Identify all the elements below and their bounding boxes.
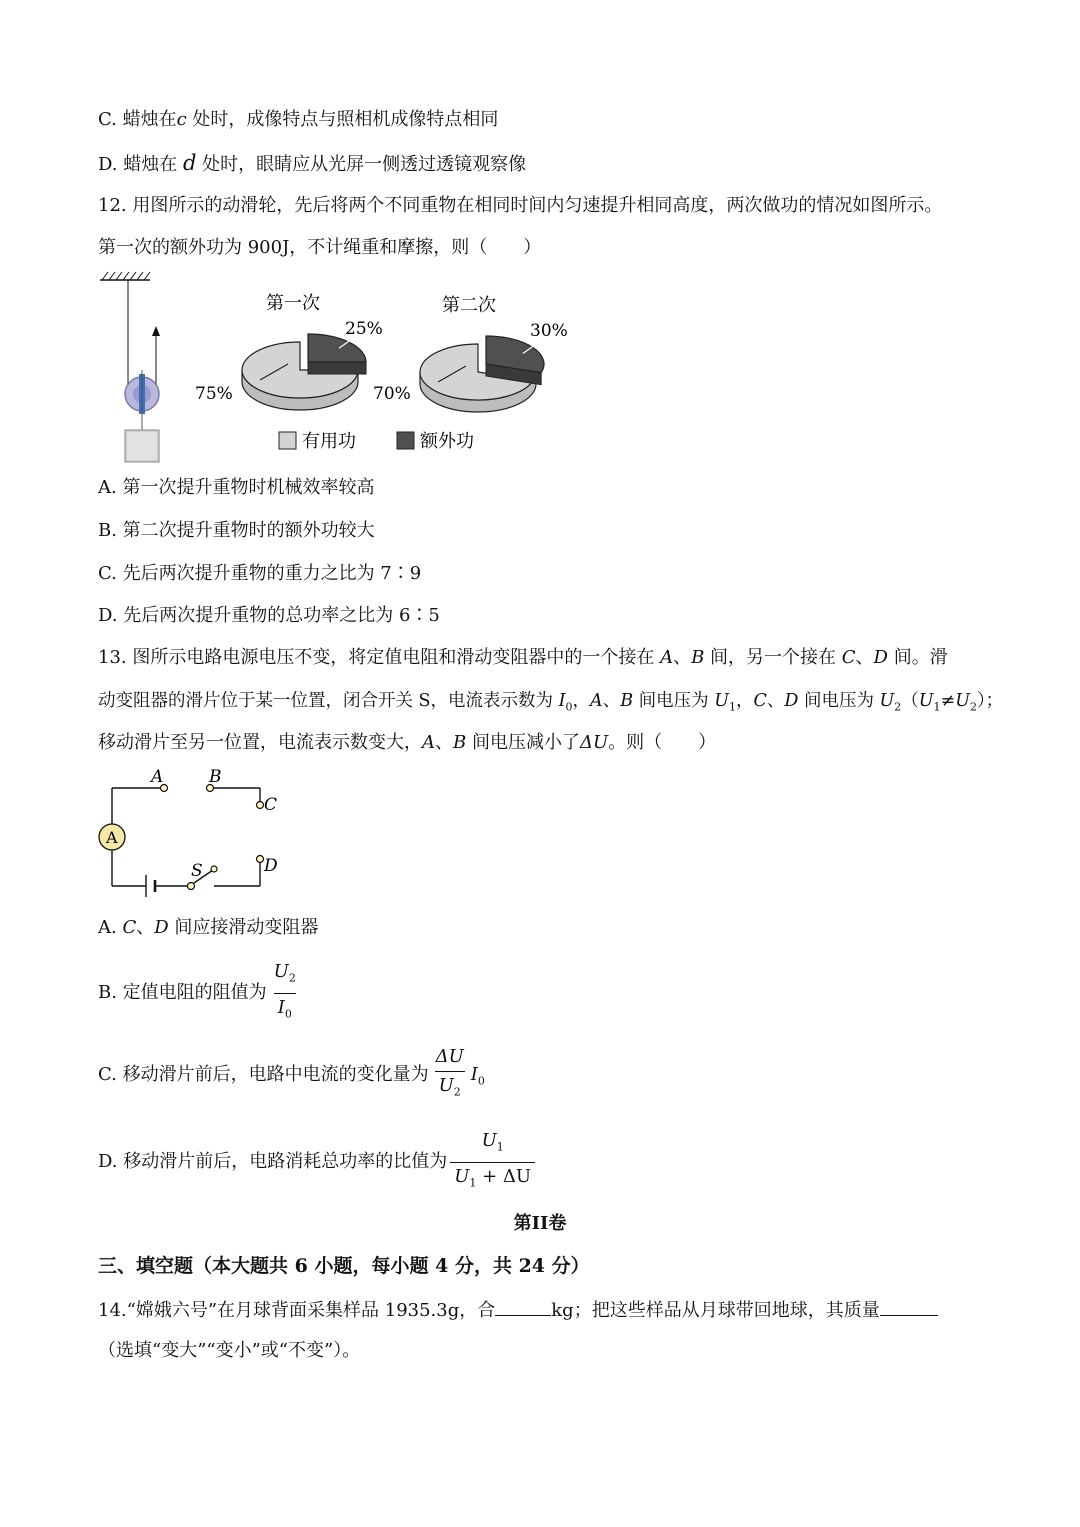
pie1-label-extra: 25% — [345, 319, 383, 339]
q14-line1: 14.“嫦娥六号”在月球背面采集样品 1935.3g，合 kg；把这些样品从月球带回地球，其质量 — [98, 1297, 938, 1323]
terminal-d — [257, 856, 264, 863]
fraction-power-ratio: $\frac{U_1}{U_1 + \Delta U}$ — [450, 1129, 535, 1195]
pie2-label-extra: 30% — [530, 321, 568, 341]
terminal-c — [257, 802, 264, 809]
ammeter-label: A — [106, 828, 118, 847]
pie2-label-useful: 70% — [373, 384, 411, 404]
label-a: A — [151, 767, 164, 787]
q11-option-c: C. 蜡烛在c 处时，成像特点与照相机成像特点相同 — [98, 109, 499, 130]
fraction-u2-over-i0: $\frac{U_2}{I_0}$ — [270, 960, 300, 1026]
q13-stem-line1: 13. 图所示电路电源电压不变，将定值电阻和滑动变阻器中的一个接在 A、B 间，另一个接在 C、D 间。滑 — [98, 647, 948, 668]
q12-stem-line2: 第一次的额外功为 900J，不计绳重和摩擦，则（ ） — [98, 237, 542, 258]
section-heading: 三、填空题（本大题共 6 小题，每小题 4 分，共 24 分） — [98, 1255, 590, 1277]
q14-blank-2[interactable] — [880, 1297, 938, 1316]
q13-option-d: D. 移动滑片前后，电路消耗总功率的比值为 $\frac{U_1}{U_1 + \Delta U}$ — [98, 1129, 538, 1195]
legend-extra-swatch — [397, 432, 414, 449]
q12-option-c: C. 先后两次提升重物的重力之比为 7∶9 — [98, 563, 422, 584]
q13-option-b: B. 定值电阻的阻值为 $\frac{U_2}{I_0}$ — [98, 960, 303, 1026]
fraction-du-over-u2: $\frac{\Delta U}{U_2}$ — [432, 1045, 468, 1105]
pie1-slice-extra-side — [308, 362, 366, 374]
q14-blank-1[interactable] — [495, 1297, 551, 1316]
pie2-title: 第二次 — [442, 295, 496, 316]
q13-option-a: A. C、D 间应接滑动变阻器 — [98, 917, 319, 938]
legend-useful-label: 有用功 — [302, 431, 356, 452]
pulley-figure — [98, 270, 178, 468]
q12-option-d: D. 先后两次提升重物的总功率之比为 6∶5 — [98, 605, 440, 626]
pie1-title: 第一次 — [266, 293, 320, 314]
label-d: D — [264, 856, 278, 876]
circuit-diagram — [96, 766, 296, 900]
legend-useful-swatch — [279, 432, 296, 449]
work-pie-charts — [195, 280, 600, 465]
section-title: 第II卷 — [513, 1213, 567, 1234]
pie1-label-useful: 75% — [195, 384, 233, 404]
legend-extra-label: 额外功 — [420, 431, 474, 452]
q13-option-c: C. 移动滑片前后，电路中电流的变化量为 $\frac{\Delta U}{U_2}$ $I_0$ — [98, 1045, 485, 1110]
q11-option-d: D. 蜡烛在 d 处时，眼睛应从光屏一侧透过透镜观察像 — [98, 151, 527, 175]
label-b: B — [209, 767, 222, 787]
q14-line2: （选填“变大”“变小”或“不变”）。 — [98, 1340, 361, 1361]
label-c: C — [264, 795, 278, 815]
switch-contact — [211, 866, 217, 872]
switch-pivot — [188, 883, 195, 890]
q12-stem-line1: 12. 用图所示的动滑轮，先后将两个不同重物在相同时间内匀速提升相同高度，两次做功的情况如图所示。 — [98, 195, 943, 216]
q12-option-b: B. 第二次提升重物时的额外功较大 — [98, 520, 375, 541]
label-s: S — [191, 861, 203, 881]
q13-stem-line3: 移动滑片至另一位置，电流表示数变大，A、B 间电压减小了ΔU。则（ ） — [98, 732, 717, 753]
q12-option-a: A. 第一次提升重物时机械效率较高 — [98, 477, 375, 498]
q13-stem-line2: 动变阻器的滑片位于某一位置，闭合开关 S，电流表示数为 $I_0$，A、B 间电压为 $U_1$，C、D 间电压为 $U_2(U_1\ne U_2)$； — [98, 691, 1004, 714]
